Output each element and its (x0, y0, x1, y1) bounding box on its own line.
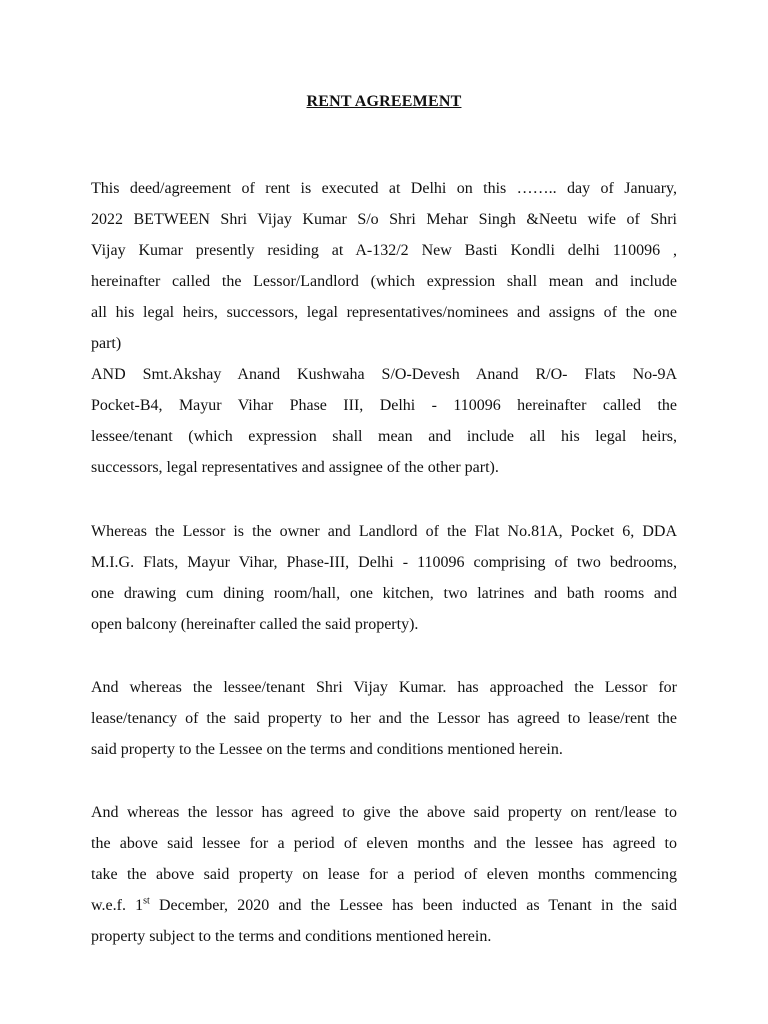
paragraph-lease-term (91, 797, 677, 952)
text-line: the above said lessee for a period of eleven months and the lessee has agreed to (91, 835, 677, 852)
paragraph-lessee-approach (91, 672, 677, 765)
text-line: Pocket-B4, Mayur Vihar Phase III, Delhi - 110096 hereinafter called the (91, 397, 677, 414)
ordinal-superscript: st (143, 895, 150, 907)
paragraph-parties (91, 173, 677, 483)
text-line: one drawing cum dining room/hall, one kitchen, two latrines and bath rooms and (91, 585, 677, 602)
text-line: part) (91, 335, 122, 352)
text-line: successors, legal representatives and assignee of the other part). (91, 459, 499, 476)
text-line: 2022 BETWEEN Shri Vijay Kumar S/o Shri Mehar Singh &Neetu wife of Shri (91, 211, 677, 228)
text-line-with-superscript (91, 890, 677, 921)
text-line: AND Smt.Akshay Anand Kushwaha S/O-Devesh Anand R/O- Flats No-9A (91, 366, 677, 383)
text-line: all his legal heirs, successors, legal representatives/nominees and assigns of the one (91, 304, 677, 321)
text-line: lessee/tenant (which expression shall mean and include all his legal heirs, (91, 428, 677, 445)
text-line: said property to the Lessee on the terms and conditions mentioned herein. (91, 741, 563, 758)
text-line: property subject to the terms and conditions mentioned herein. (91, 928, 492, 945)
text-line: M.I.G. Flats, Mayur Vihar, Phase-III, Delhi - 110096 comprising of two bedrooms, (91, 554, 677, 571)
text-line: lease/tenancy of the said property to her and the Lessor has agreed to lease/rent the (91, 710, 677, 727)
text-line: And whereas the lessor has agreed to give the above said property on rent/lease to (91, 804, 677, 821)
text-line: And whereas the lessee/tenant Shri Vijay Kumar. has approached the Lessor for (91, 679, 677, 696)
text-fragment: December, 2020 and the Lessee has been inducted as Tenant in the said (149, 897, 677, 914)
text-line: take the above said property on lease for a period of eleven months commencing (91, 866, 677, 883)
text-line: open balcony (hereinafter called the said property). (91, 616, 419, 633)
text-line: This deed/agreement of rent is executed at Delhi on this …….. day of January, (91, 180, 677, 197)
text-line: hereinafter called the Lessor/Landlord (which expression shall mean and include (91, 273, 677, 290)
text-line: Vijay Kumar presently residing at A-132/2 New Basti Kondli delhi 110096 , (91, 242, 677, 259)
document-title: RENT AGREEMENT (306, 93, 462, 110)
text-fragment: w.e.f. 1 (91, 897, 144, 914)
paragraph-property-description (91, 516, 677, 640)
text-line: Whereas the Lessor is the owner and Landlord of the Flat No.81A, Pocket 6, DDA (91, 523, 677, 540)
